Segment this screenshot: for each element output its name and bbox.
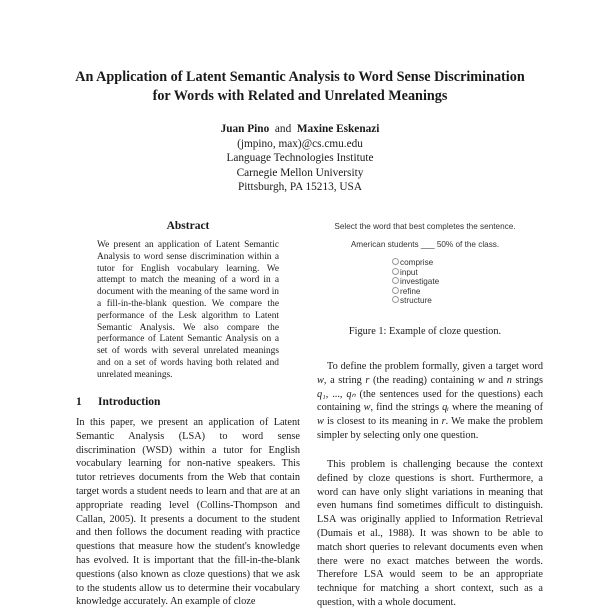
- figure-caption: Figure 1: Example of cloze question.: [348, 326, 502, 337]
- section-heading-introduction: [76, 396, 160, 408]
- author-email: (jmpino, max)@cs.cmu.edu: [237, 137, 363, 150]
- author-names: [150, 122, 450, 137]
- option-label: investigate: [400, 277, 440, 287]
- option-structure: [392, 296, 540, 306]
- author-institute: Language Technologies Institute: [226, 152, 374, 165]
- figure-cloze-question: [310, 222, 540, 306]
- author-conjunction: and: [274, 123, 292, 135]
- option-label: comprise: [400, 258, 434, 267]
- challenge-paragraph: This problem is challenging because the context defined by cloze questions is short. Furthermore, a word can have only slight variations in meaning that even humans find sometimes difficult to distinguish. LSA was originally applied to Information Retrieval (Dumais et al., 1988). It was shown to be able to match short queries to relevant documents even when there were no exact matches between the words. Therefore LSA would seem to be an appropriate technique for matching a short context, such as a question, with a whole document.: [317, 459, 543, 608]
- abstract-heading: Abstract: [166, 220, 210, 232]
- option-refine: [392, 287, 540, 297]
- radio-icon: [392, 296, 399, 303]
- radio-icon: [392, 277, 399, 284]
- figure-sentence: American students ___ 50% of the class.: [350, 240, 500, 249]
- figure-prompt: Select the word that best completes the sentence.: [334, 222, 516, 231]
- section-number: 1: [76, 396, 82, 408]
- option-label: input: [400, 267, 418, 277]
- radio-icon: [392, 258, 399, 265]
- author-university: Carnegie Mellon University: [236, 166, 364, 179]
- author-2: Maxine Eskenazi: [296, 123, 380, 135]
- option-investigate: [392, 277, 540, 287]
- author-address: Pittsburgh, PA 15213, USA: [238, 181, 362, 194]
- option-label: structure: [400, 296, 432, 306]
- option-comprise: [392, 258, 540, 268]
- section-title: Introduction: [98, 396, 161, 408]
- title-line-1: An Application of Latent Semantic Analysis to Word Sense Discrimination: [75, 69, 525, 85]
- figure-options: [392, 258, 540, 306]
- paper-title: [40, 68, 560, 106]
- abstract-text: We present an application of Latent Semantic Analysis to word sense discrimination within a tutor for English vocabulary learning. We attempt to match the meaning of a word in a document with the meaning of the same word in a fill-in-the-blank question. We compare the performance of the Lesk algorithm to Latent Semantic Analysis. We also compare the performance of Latent Semantic Analysis on a set of words with several unrelated meanings and on a set of words having both related and unrelated meanings.: [97, 240, 279, 380]
- introduction-text: In this paper, we present an application of Latent Semantic Analysis (LSA) to word sense discrimination (WSD) within a tutor for English vocabulary learning for non-native speakers. This tutor retrieves documents from the Web that contain target words a student needs to learn and that are at an appropriate reading level (Collins-Thompson and Callan, 2005). It presents a document to the student and then follows the document reading with practice questions that measure how the student's knowledge has evolved. It is important that the fill-in-the-blank questions (also known as cloze questions) that we ask to the students allow us to determine their vocabulary knowledge accurately. An example of cloze: [76, 417, 300, 608]
- radio-icon: [392, 268, 399, 275]
- option-label: refine: [400, 286, 421, 296]
- problem-definition-paragraph: To define the problem formally, given a target word w, a string r (the reading) containing w and n strings q₁, ..., qₙ (the sentences used for the questions) each containing w, find the strings qᵢ where the meaning of w is closest to its meaning in r. We make the problem simpler by selecting only one question.: [317, 361, 544, 441]
- author-1: Juan Pino: [220, 123, 270, 135]
- radio-icon: [392, 287, 399, 294]
- author-block: [150, 122, 450, 195]
- option-input: [392, 268, 540, 278]
- title-line-2: for Words with Related and Unrelated Meanings: [152, 88, 448, 104]
